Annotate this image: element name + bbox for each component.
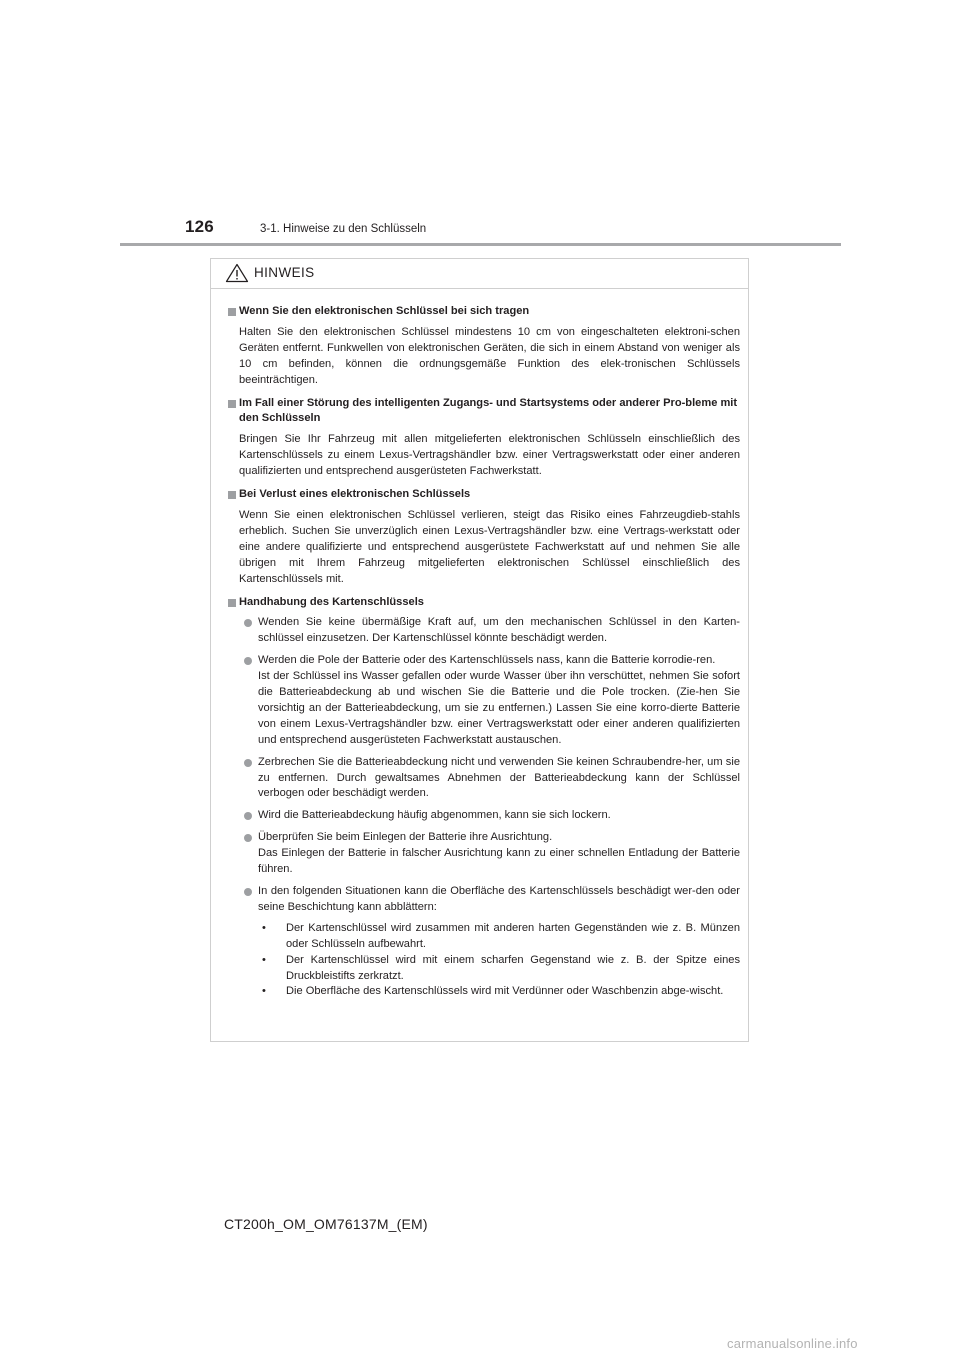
notice-section (228, 304, 740, 389)
section-heading (228, 487, 740, 503)
bullet-text: Zerbrechen Sie die Batterieabdeckung nicht und verwenden Sie keinen Schraubendre-her, um sie zu entfernen. Durch gewaltsames Abnehmen der Batterieabdeckung kann der Schlüssel verbogen oder beschädigt werden. (258, 755, 740, 800)
square-bullet-icon (228, 308, 236, 316)
round-bullet-icon (244, 619, 252, 627)
bullet-list (228, 615, 740, 1000)
section-text: Bringen Sie Ihr Fahrzeug mit allen mitgelieferten elektronischen Schlüsseln einschließlich des Kartenschlüssels zu einem Lexus-Vertragshändler bzw. einer Vertragswerkstatt oder einer anderen qualifizierten und entsprechend ausgerüsteten Fachwerkstatt. (239, 433, 740, 478)
sub-list (258, 921, 740, 1001)
bullet-text: Wenden Sie keine übermäßige Kraft auf, um den mechanischen Schlüssel in den Karten-schlüssel einzusetzen. Der Kartenschlüssel könnte beschädigt werden. (258, 616, 740, 645)
bullet-item (244, 884, 740, 1000)
section-heading-text: Wenn Sie den elektronischen Schlüssel bei sich tragen (239, 305, 530, 317)
small-bullet-icon: • (262, 921, 266, 934)
document-code: CT200h_OM_OM76137M_(EM) (224, 1216, 428, 1232)
section-heading (228, 396, 740, 428)
page-number: 126 (185, 217, 214, 236)
section-heading-text: Im Fall einer Störung des intelligenten Zugangs- und Startsystems oder anderer Pro-bleme mit den Schlüsseln (239, 396, 738, 425)
notice-section (228, 396, 740, 481)
bullet-text: Überprüfen Sie beim Einlegen der Batterie ihre Ausrichtung. (258, 831, 553, 844)
notice-title: HINWEIS (254, 265, 315, 280)
section-heading-text: Bei Verlust eines elektronischen Schlüssels (239, 488, 471, 501)
round-bullet-icon (244, 657, 252, 665)
watermark-text: carmanualsonline.info (727, 1336, 858, 1351)
notice-section (228, 595, 740, 1001)
section-title: 3-1. Hinweise zu den Schlüsseln (260, 223, 427, 235)
section-heading (228, 304, 740, 320)
square-bullet-icon (228, 400, 236, 408)
notice-box (210, 258, 749, 1042)
section-text: Wenn Sie einen elektronischen Schlüssel verlieren, steigt das Risiko eines Fahrzeugdieb-stahls erheblich. Suchen Sie unverzüglich einen Lexus-Vertragshändler bzw. eine Vertrags-werkstatt oder eine andere qualifizierte und entsprechend ausgerüstete Fachwerkstatt auf und nehmen Sie alle übrigen mit Ihrem Fahrzeug mitgelieferten elektronischen Schlüssel einschließlich des Kartenschlüssels mit. (239, 508, 740, 585)
bullet-text: Ist der Schlüssel ins Wasser gefallen oder wurde Wasser über ihn verschüttet, nehmen Sie sofort die Batterieabdeckung ab und wischen Sie die Batterie und die Pole trocken. (Zie-hen Sie vorsichtig an der Batterieabdeckung, um sie zu entfernen.) Lassen Sie eine korro-dierte Batterie von einem Lexus-Vertragshändler bzw. einer Vertragswerkstatt oder einer anderen qualifizierten und entsprechend ausgerüsteten Fachwerkstatt austauschen. (258, 670, 740, 746)
bullet-item (244, 615, 740, 647)
bullet-item (244, 653, 740, 748)
bullet-text: Das Einlegen der Batterie in falscher Ausrichtung kann zu einer schnellen Entladung der Batterie führen. (258, 847, 740, 876)
bullet-text: Wird die Batterieabdeckung häufig abgenommen, kann sie sich lockern. (258, 809, 611, 822)
sub-item (258, 921, 740, 953)
bullet-text: Werden die Pole der Batterie oder des Kartenschlüssels nass, kann die Batterie korrodie-ren. (258, 654, 716, 667)
sub-item (258, 953, 740, 985)
bullet-item (244, 808, 740, 824)
small-bullet-icon: • (262, 985, 266, 998)
square-bullet-icon (228, 491, 236, 499)
warning-triangle-icon (225, 263, 249, 283)
sub-item-text: Der Kartenschlüssel wird mit einem scharfen Gegenstand wie z. B. der Spitze eines Druckbleistifts zerkratzt. (286, 953, 740, 982)
section-text: Halten Sie den elektronischen Schlüssel mindestens 10 cm von eingeschalteten elektroni-schen Geräten entfernt. Funkwellen von elektronischen Geräten, die sich in einem Abstand von weniger als 10 cm befinden, können die ordnungsgemäße Funktion des elek-tronischen Schlüssels beeinträchtigen. (239, 325, 740, 386)
round-bullet-icon (244, 888, 252, 896)
sub-item-text: Der Kartenschlüssel wird zusammen mit anderen harten Gegenständen wie z. B. Münzen oder Schlüsseln aufbewahrt. (286, 921, 740, 950)
notice-section (228, 487, 740, 587)
round-bullet-icon (244, 834, 252, 842)
header-rule (120, 243, 841, 246)
sub-item-text: Die Oberfläche des Kartenschlüssels wird mit Verdünner oder Waschbenzin abge-wischt. (286, 985, 724, 998)
sub-item (258, 984, 740, 1000)
notice-header (211, 259, 748, 289)
section-heading-text: Handhabung des Kartenschlüssels (239, 595, 424, 608)
small-bullet-icon: • (262, 953, 266, 966)
section-heading (228, 595, 740, 611)
square-bullet-icon (228, 599, 236, 607)
bullet-text: In den folgenden Situationen kann die Oberfläche des Kartenschlüssels beschädigt wer-den oder seine Beschichtung kann abblättern: (258, 885, 740, 913)
notice-body (211, 289, 748, 1000)
bullet-item (244, 830, 740, 878)
bullet-item (244, 755, 740, 803)
page-header (0, 0, 960, 250)
round-bullet-icon (244, 812, 252, 820)
round-bullet-icon (244, 759, 252, 767)
